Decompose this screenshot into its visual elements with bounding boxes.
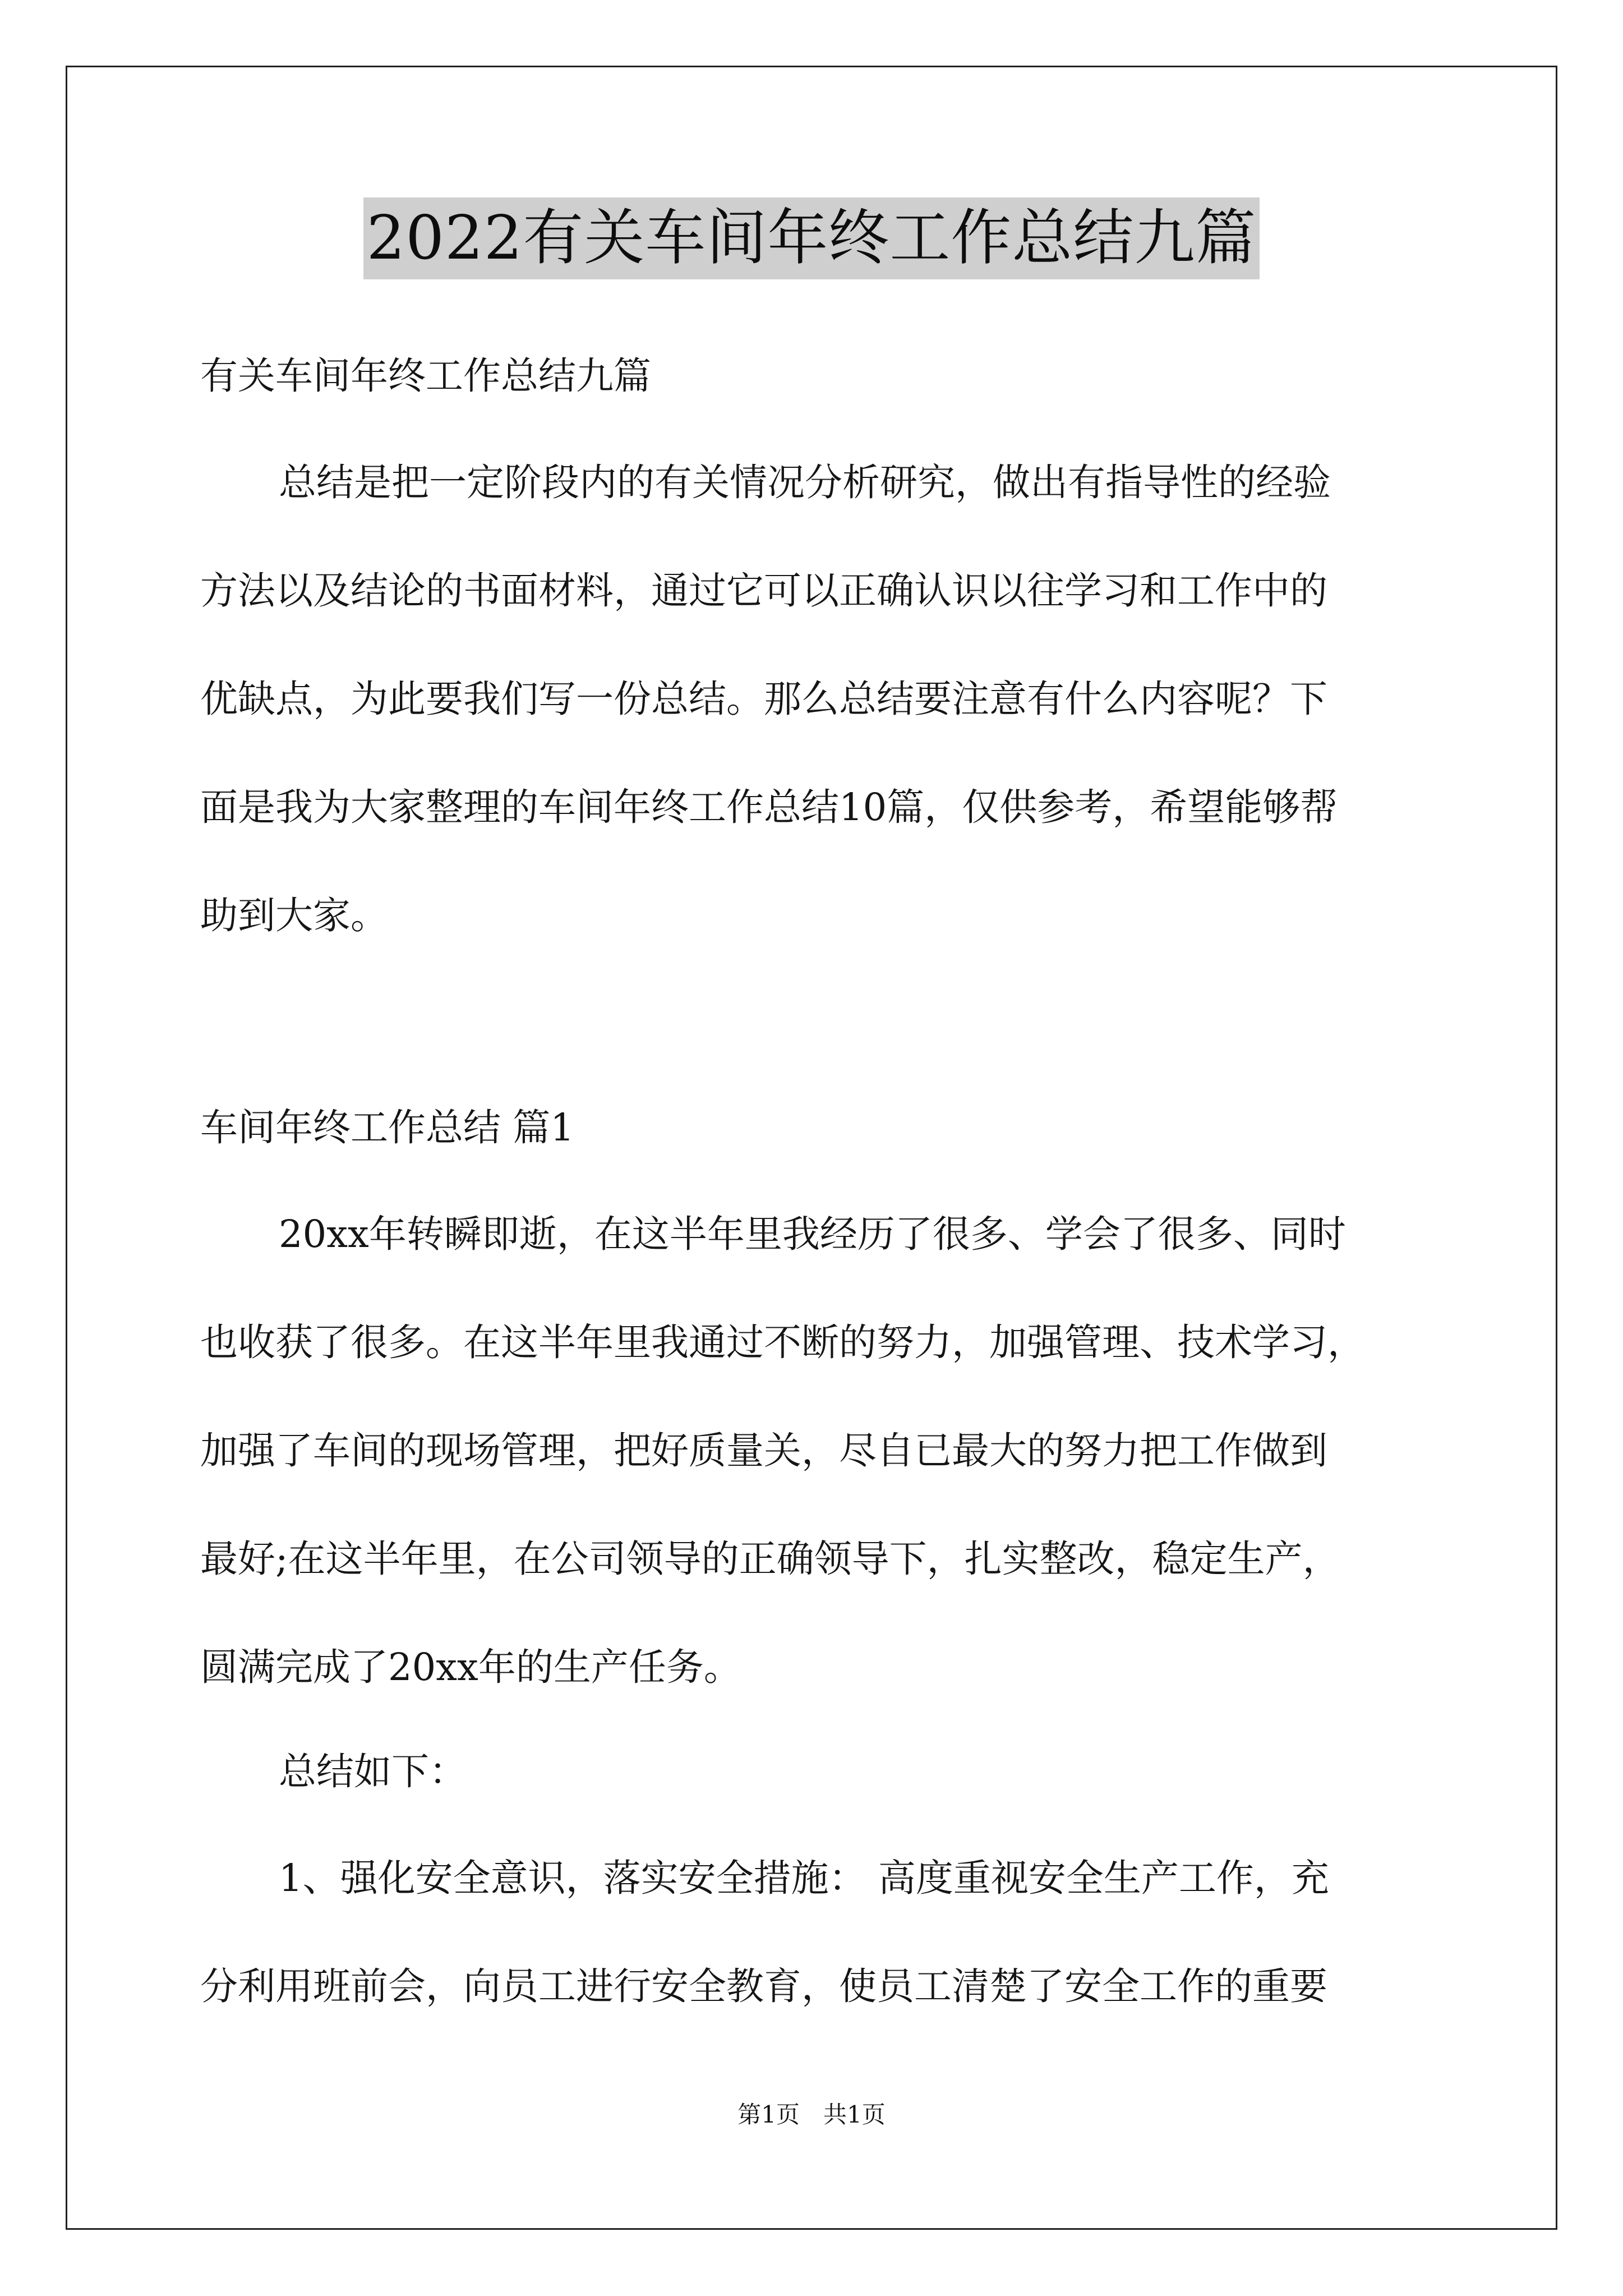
intro-line: 助到大家。: [200, 894, 388, 937]
intro-line: 方法以及结论的书面材料，通过它可以正确认识以往学习和工作中的: [200, 569, 1327, 613]
intro-line: 总结是把一定阶段内的有关情况分析研究，做出有指导性的经验: [279, 461, 1331, 504]
section-heading: 车间年终工作总结 篇1: [200, 1106, 574, 1149]
section-line: 也收获了很多。在这半年里我通过不断的努力，加强管理、技术学习，: [200, 1320, 1365, 1364]
point-line: 分利用班前会，向员工进行安全教育，使员工清楚了安全工作的重要: [200, 1964, 1327, 2008]
point-line: 1、强化安全意识，落实安全措施： 高度重视安全生产工作，充: [279, 1856, 1329, 1900]
title-container: [0, 197, 1623, 279]
document-title: 2022有关车间年终工作总结九篇: [363, 197, 1260, 279]
section-line: 最好;在这半年里，在公司领导的正确领导下，扎实整改，稳定生产，: [200, 1537, 1340, 1581]
summary-intro: 总结如下：: [279, 1750, 467, 1793]
section-line: 20xx年转瞬即逝，在这半年里我经历了很多、学会了很多、同时: [279, 1212, 1346, 1256]
section-line: 加强了车间的现场管理，把好质量关，尽自已最大的努力把工作做到: [200, 1429, 1327, 1473]
intro-line: 优缺点，为此要我们写一份总结。那么总结要注意有什么内容呢？下: [200, 677, 1327, 721]
section-line: 圆满完成了20xx年的生产任务。: [200, 1645, 741, 1689]
document-subtitle: 有关车间年终工作总结九篇: [200, 354, 651, 398]
intro-line: 面是我为大家整理的车间年终工作总结10篇，仅供参考，希望能够帮: [200, 785, 1338, 829]
page-footer: 第1页 共1页: [737, 2101, 886, 2128]
